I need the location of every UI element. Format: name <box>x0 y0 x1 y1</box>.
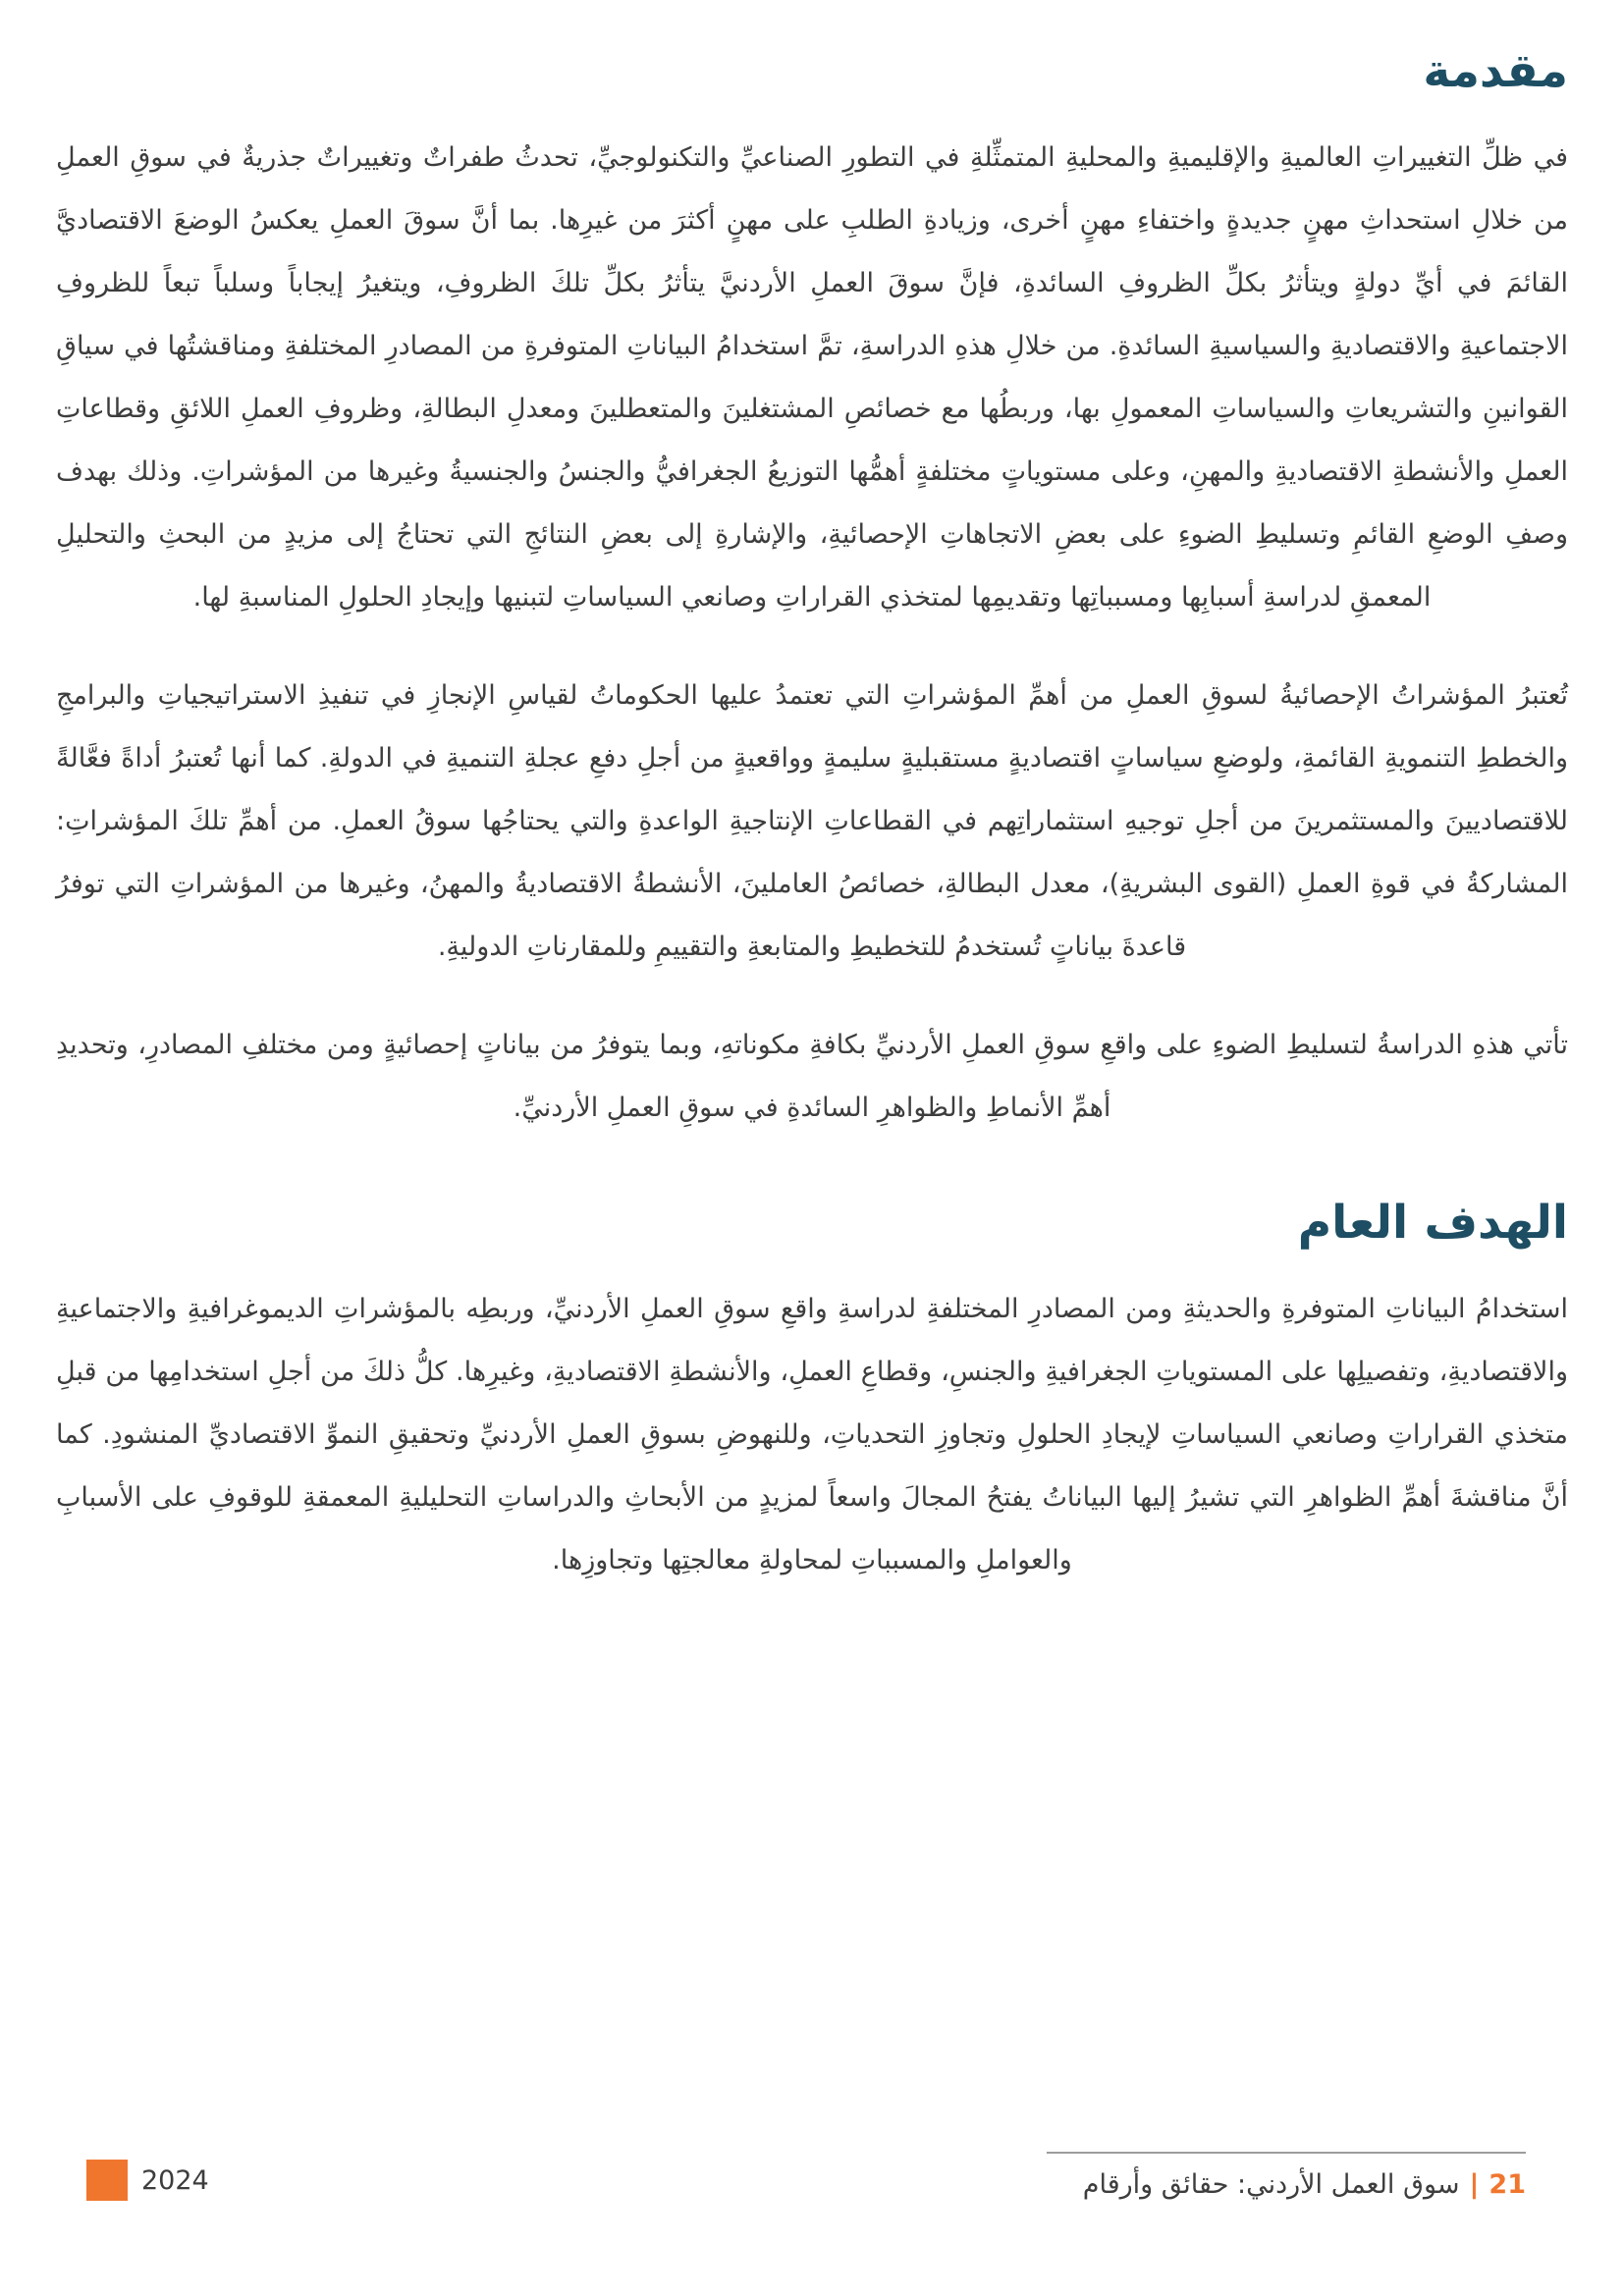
footer-text <box>1047 2169 1526 2200</box>
page-number: 21 <box>1489 2169 1526 2200</box>
section-general-objective <box>56 1195 1568 1592</box>
section-introduction <box>56 43 1568 1140</box>
footer-separator: | <box>1469 2169 1480 2200</box>
orange-square-marker <box>86 2160 128 2201</box>
footer-title-block <box>1047 2152 1526 2200</box>
section-heading-introduction: مقدمة <box>1423 44 1568 98</box>
footer-divider-line <box>1047 2152 1526 2154</box>
publication-year: 2024 <box>141 2164 209 2196</box>
intro-paragraph-3: تأتي هذهِ الدراسةُ لتسليطِ الضوءِ على واقعِ سوقِ العملِ الأردنيِّ بكافةِ مكوناتهِ، وبما يتوفرُ من بياناتٍ إحصائيةٍ ومن مختلفِ المصادرِ، وتحديدِ أهمِّ الأنماطِ والظواهرِ السائدةِ في سوقِ العملِ الأردنيِّ. <box>56 1029 1568 1123</box>
footer-year-block <box>86 2160 209 2201</box>
document-title: سوق العمل الأردني: حقائق وأرقام <box>1082 2169 1460 2200</box>
objective-paragraph-1: استخدامُ البياناتِ المتوفرةِ والحديثةِ ومن المصادرِ المختلفةِ لدراسةِ واقعِ سوقِ العملِ الأردنيِّ، وربطِه بالمؤشراتِ الديموغرافيةِ والاجتماعيةِ والاقتصاديةِ، وتفصيلِها على المستوياتِ الجغرافيةِ والجنسِ، وقطاعِ العملِ، والأنشطةِ الاقتصاديةِ، وغيرِها. كلُّ ذلكَ من أجلِ استخدامِها من قبلِ متخذي القراراتِ وصانعي السياساتِ لإيجادِ الحلولِ وتجاوزِ التحدياتِ، وللنهوضِ بسوقِ العملِ الأردنيِّ وتحقيقِ النموِّ الاقتصاديِّ المنشودِ. كما أنَّ مناقشةَ أهمِّ الظواهرِ التي تشيرُ إليها البياناتُ يفتحُ المجالَ واسعاً لمزيدٍ من الأبحاثِ والدراساتِ التحليليةِ المعمقةِ للوقوفِ على الأسبابِ والعواملِ والمسبباتِ لمحاولةِ معالجتِها وتجاوزِها. <box>56 1293 1568 1575</box>
intro-paragraph-1: في ظلِّ التغييراتِ العالميةِ والإقليميةِ والمحليةِ المتمثِّلةِ في التطورِ الصناعيِّ والتكنولوجيِّ، تحدثُ طفراتٌ وتغييراتٌ جذريةٌ في سوقِ العملِ من خلالِ استحداثِ مهنٍ جديدةٍ واختفاءِ مهنٍ أخرى، وزيادةِ الطلبِ على مهنٍ أكثرَ من غيرِها. بما أنَّ سوقَ العملِ يعكسُ الوضعَ الاقتصاديَّ القائمَ في أيِّ دولةٍ ويتأثرُ بكلِّ الظروفِ السائدةِ، فإنَّ سوقَ العملِ الأردنيَّ يتأثرُ بكلِّ تلكَ الظروفِ، ويتغيرُ إيجاباً وسلباً تبعاً للظروفِ الاجتماعيةِ والاقتصاديةِ والسياسيةِ السائدةِ. من خلالِ هذهِ الدراسةِ، تمَّ استخدامُ البياناتِ المتوفرةِ من المصادرِ المختلفةِ ومناقشتُها في سياقِ القوانينِ والتشريعاتِ والسياساتِ المعمولِ بها، وربطُها مع خصائصِ المشتغلينَ والمتعطلينَ ومعدلِ البطالةِ، وظروفِ العملِ اللائقِ وقطاعاتِ العملِ والأنشطةِ الاقتصاديةِ والمهنِ، وعلى مستوياتٍ مختلفةٍ أهمُّها التوزيعُ الجغرافيُّ والجنسُ والجنسيةُ وغيرها من المؤشراتِ. وذلك بهدف وصفِ الوضعِ القائمِ وتسليطِ الضوءِ على بعضِ الاتجاهاتِ الإحصائيةِ، والإشارةِ إلى بعضِ النتائجِ التي تحتاجُ إلى مزيدٍ من البحثِ والتحليلِ المعمقِ لدراسةِ أسبابِها ومسبباتِها وتقديمِها لمتخذي القراراتِ وصانعي السياساتِ لتبنيها وإيجادِ الحلولِ المناسبةِ لها. <box>56 141 1568 613</box>
intro-paragraph-2: تُعتبرُ المؤشراتُ الإحصائيةُ لسوقِ العملِ من أهمِّ المؤشراتِ التي تعتمدُ عليها الحكوماتُ لقياسِ الإنجازِ في تنفيذِ الاستراتيجياتِ والبرامجِ والخططِ التنمويةِ القائمةِ، ولوضعِ سياساتٍ اقتصاديةٍ مستقبليةٍ سليمةٍ وواقعيةٍ من أجلِ دفعِ عجلةِ التنميةِ في الدولةِ. كما أنها تُعتبرُ أداةً فعَّالةً للاقتصاديينَ والمستثمرينَ من أجلِ توجيهِ استثماراتِهم في القطاعاتِ الإنتاجيةِ الواعدةِ والتي يحتاجُها سوقُ العملِ. من أهمِّ تلكَ المؤشراتِ: المشاركةُ في قوةِ العملِ (القوى البشريةِ)، معدل البطالةِ، خصائصُ العاملينَ، الأنشطةُ الاقتصاديةُ والمهنُ، وغيرها من المؤشراتِ التي توفرُ قاعدةَ بياناتٍ تُستخدمُ للتخطيطِ والمتابعةِ والتقييمِ وللمقارناتِ الدوليةِ. <box>56 679 1568 962</box>
section-heading-general-objective: الهدف العام <box>1297 1195 1568 1250</box>
